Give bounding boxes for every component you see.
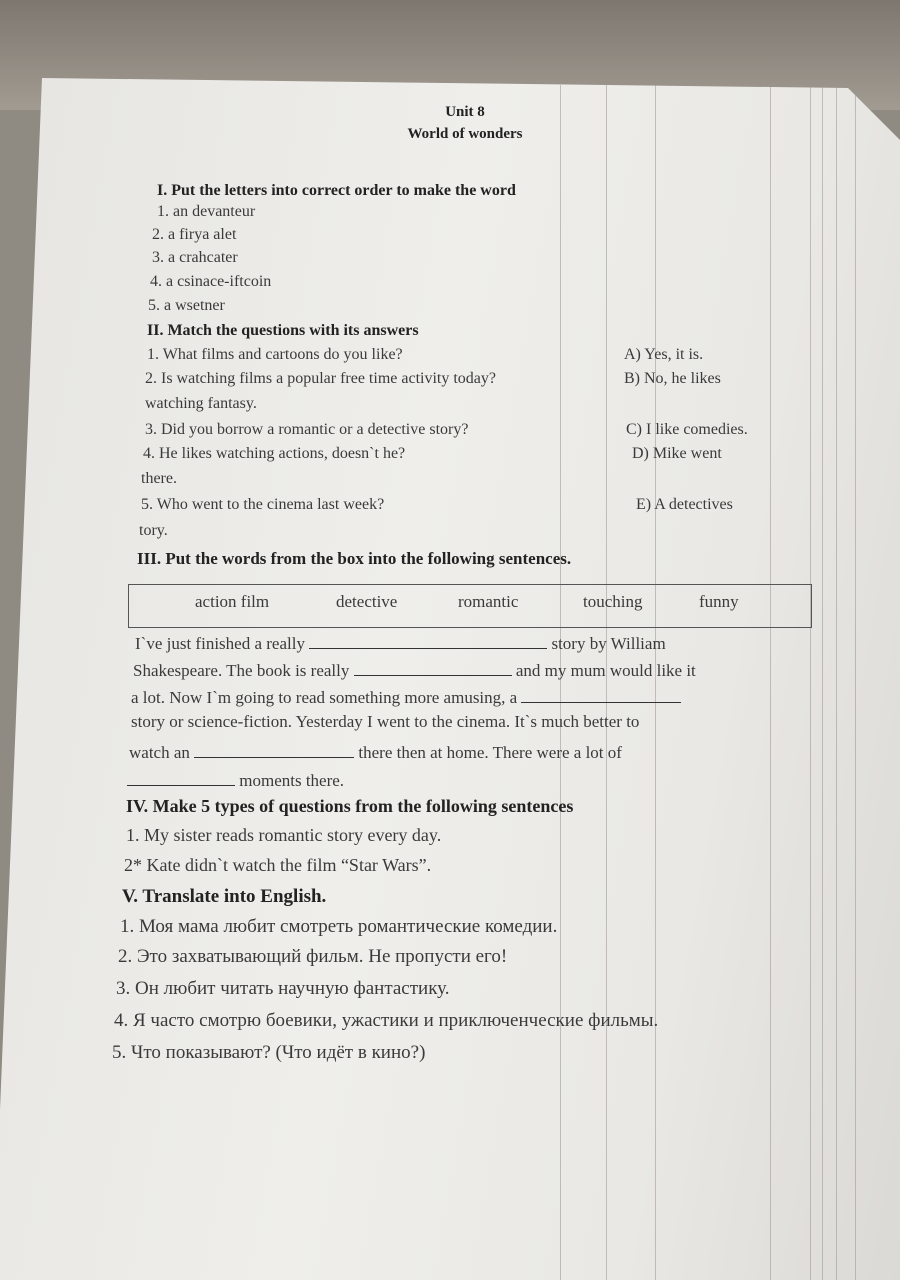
exercise-text-line — [133, 658, 696, 681]
section-5-item: 4. Я часто смотрю боевики, ужастики и приключенческие фильмы. — [114, 1010, 659, 1031]
scan-line — [606, 85, 607, 1280]
answer-blank — [354, 658, 512, 676]
exercise-text: there then at home. There were a lot of — [358, 743, 622, 762]
exercise-text: a lot. Now I`m going to read something more amusing, a — [131, 688, 518, 707]
section-4-heading: IV. Make 5 types of questions from the following sentences — [126, 796, 574, 816]
answer-b: B) No, he likes — [624, 370, 721, 387]
section-2-heading: II. Match the questions with its answers — [147, 322, 419, 339]
section-5-heading: V. Translate into English. — [122, 886, 327, 907]
exercise-text: watch an — [129, 743, 190, 762]
exercise-text: Shakespeare. The book is really — [133, 661, 350, 680]
exercise-text-line — [135, 631, 666, 654]
section-3-heading: III. Put the words from the box into the following sentences. — [137, 549, 572, 568]
scan-line — [822, 85, 823, 1280]
answer-blank — [521, 685, 681, 703]
section-1-item: 2. a firya alet — [152, 226, 237, 243]
section-4-item: 2* Kate didn`t watch the film “Star Wars”. — [124, 855, 432, 875]
section-5-item: 2. Это захватывающий фильм. Не пропусти его! — [118, 946, 508, 967]
exercise-text-line — [127, 768, 344, 791]
question-4: 4. He likes watching actions, doesn`t he? — [143, 445, 406, 462]
scan-line — [810, 85, 811, 1280]
scan-line — [836, 85, 837, 1280]
word-box-item: detective — [336, 592, 398, 611]
exercise-text: I`ve just finished a really — [135, 634, 305, 653]
exercise-text: and my mum would like it — [515, 661, 696, 680]
word-box-item: romantic — [458, 592, 519, 611]
section-1-heading: I. Put the letters into correct order to make the word — [157, 182, 516, 199]
unit-label: Unit 8 — [445, 104, 485, 120]
answer-d: D) Mike went — [632, 445, 722, 462]
answer-e: E) A detectives — [636, 496, 733, 513]
question-1: 1. What films and cartoons do you like? — [147, 346, 403, 363]
exercise-text: story by William — [551, 634, 666, 653]
scan-line — [855, 85, 856, 1280]
exercise-text-line — [129, 740, 622, 763]
section-1-item: 1. an devanteur — [157, 203, 256, 220]
question-5: 5. Who went to the cinema last week? — [141, 496, 385, 513]
section-5-item: 3. Он любит читать научную фантастику. — [116, 978, 450, 999]
section-1-item: 3. a crahcater — [152, 249, 238, 266]
scan-line — [560, 85, 561, 1280]
question-2-continuation: watching fantasy. — [145, 395, 257, 412]
question-5-continuation: tory. — [139, 522, 168, 539]
section-5-item: 5. Что показывают? (Что идёт в кино?) — [112, 1042, 426, 1063]
answer-blank — [194, 740, 354, 758]
word-box-item: action film — [195, 592, 270, 611]
page-title: World of wonders — [407, 126, 523, 142]
word-box-item: touching — [583, 592, 643, 611]
answer-c: C) I like comedies. — [626, 421, 748, 438]
scan-line — [770, 85, 771, 1280]
question-4-continuation: there. — [141, 470, 177, 487]
scan-line — [655, 85, 656, 1280]
exercise-text: moments there. — [239, 771, 345, 790]
section-5-item: 1. Моя мама любит смотреть романтические комедии. — [120, 916, 558, 937]
question-3: 3. Did you borrow a romantic or a detective story? — [145, 421, 469, 438]
exercise-text-line: story or science-fiction. Yesterday I went to the cinema. It`s much better to — [131, 712, 640, 731]
section-1-item: 4. a csinace-iftcoin — [150, 273, 272, 290]
word-box-item: funny — [699, 592, 739, 611]
question-2: 2. Is watching films a popular free time activity today? — [145, 370, 496, 387]
section-4-item: 1. My sister reads romantic story every day. — [126, 825, 442, 845]
section-1-item: 5. a wsetner — [148, 297, 225, 314]
word-box — [128, 584, 812, 628]
exercise-text-line — [131, 685, 681, 708]
answer-blank — [127, 768, 235, 786]
answer-blank — [309, 631, 547, 649]
answer-a: A) Yes, it is. — [624, 346, 704, 363]
